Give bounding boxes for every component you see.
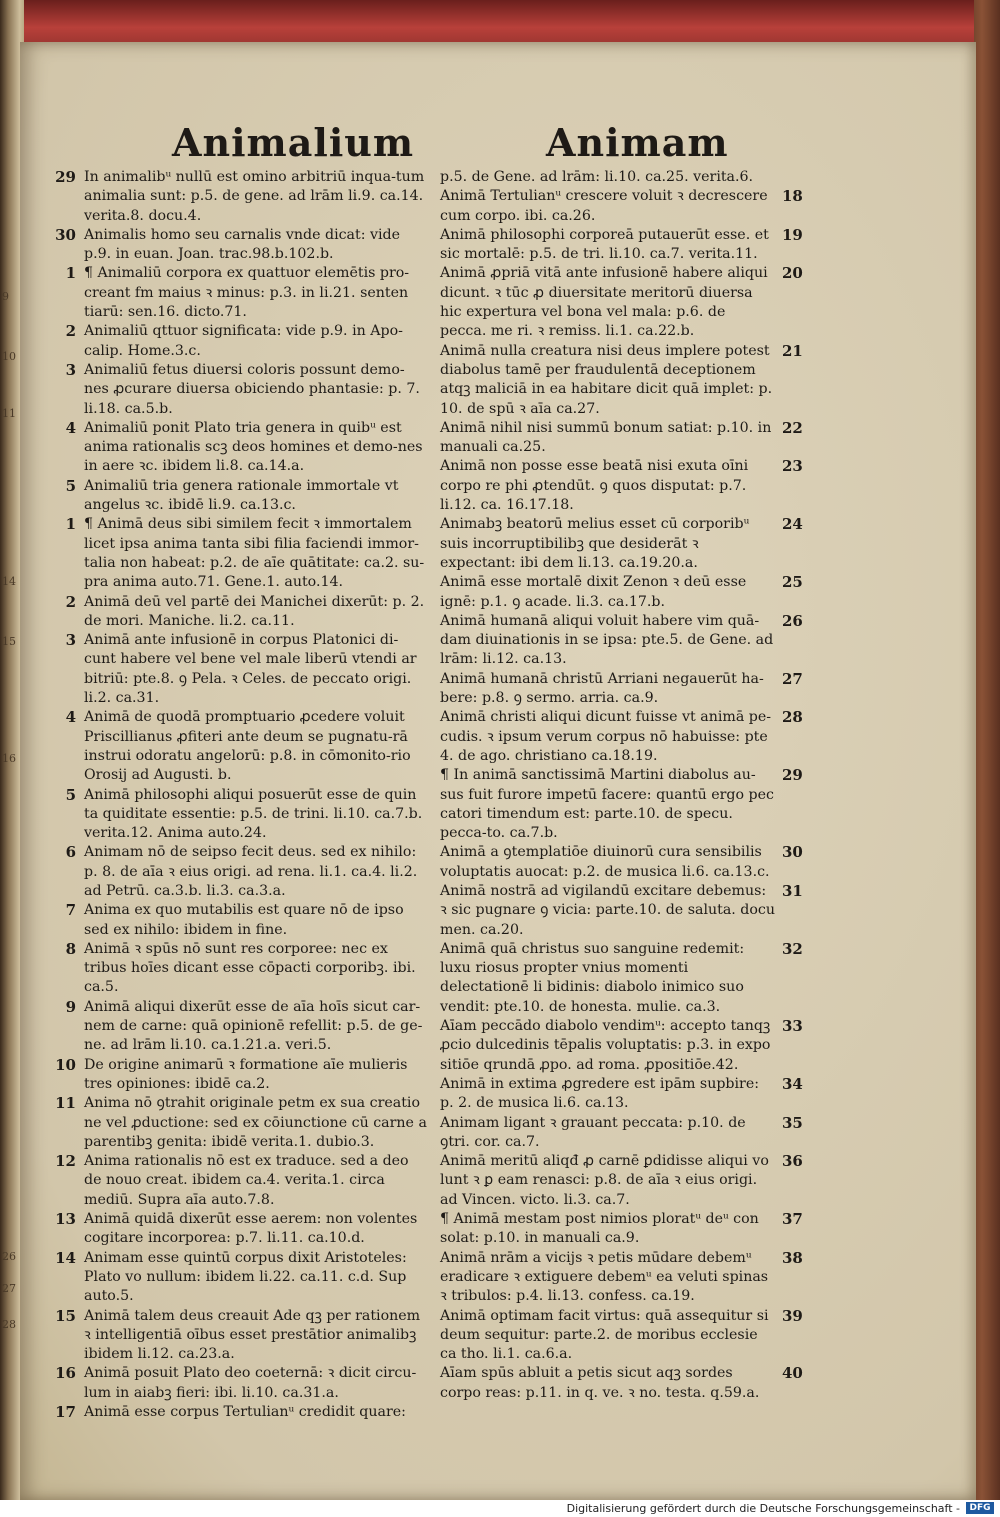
index-entry	[440, 1074, 803, 1114]
margin-mark: 11	[2, 407, 16, 420]
index-entry	[440, 843, 803, 882]
index-entry	[55, 1364, 428, 1403]
entry-text: Aīam peccādo diabolo vendimᵘ: accepto tanqꝫ ꝓcio dulcedinis tēpalis voluptatis: p.3. in expo sitiōe qrundā ꝓpo. ad roma. ꝓpositiōe.42.	[440, 1018, 771, 1073]
index-entry	[440, 766, 803, 843]
index-entry	[440, 168, 776, 187]
index-entry	[65, 264, 428, 322]
entry-text: Anima rationalis nō est ex traduce. sed a deo de nouo creat. ibidem ca.4. verita.1. circa mediū. Supra aīa auto.7.8.	[84, 1153, 409, 1208]
entry-text: Animā ꝛ spūs nō sunt res corporee: nec ex tribus hoīes dicant esse cōpacti corporibꝫ. ibi. ca.5.	[84, 940, 416, 996]
index-entry	[440, 515, 803, 573]
entry-number: 31	[782, 881, 803, 900]
index-entry	[65, 901, 428, 940]
index-entry	[440, 1248, 803, 1307]
entry-number: 4	[65, 418, 76, 437]
entry-text: Animā esse corpus Tertulianᵘ credidit quare:	[84, 1404, 406, 1420]
entry-text: Animā aliqui dixerūt esse de aīa hoīs sicut car-nem de carne: quā opinionē refellit: p.5. de ge-ne. ad lrām li.10. ca.1.21.a. veri.5.	[84, 998, 423, 1054]
index-entry	[440, 1152, 803, 1210]
entry-text: Animaliū ponit Plato tria genera in quibᵘ est anima rationalis scꝫ deos homines et demo-nes in aere ꝛc. ibidem li.8. ca.14.a.	[84, 419, 423, 475]
index-entry	[440, 939, 803, 1017]
entry-number: 33	[782, 1017, 803, 1036]
margin-mark: 27	[2, 1282, 16, 1295]
entry-text: Anima nō ꝯtrahit originale petm ex sua creatio ne vel ꝓductione: sed ex cōiunctione cū carne a parentibꝫ genita: ibidē verita.1. dubio.3.	[84, 1095, 427, 1150]
entry-number: 22	[782, 418, 803, 437]
entry-text: ¶ Animā mestam post nimios ploratᵘ deᵘ con solat: p.10. in manuali ca.9.	[440, 1211, 759, 1247]
index-entry	[65, 785, 428, 844]
entry-number: 7	[65, 901, 76, 920]
footer-credit: Digitalisierung gefördert durch die Deutsche Forschungsgemeinschaft -	[566, 1502, 960, 1515]
entry-text: Animā meritū aliqđ ꝓ carnē ꝑdidisse aliqui vo lunt ꝛ ꝑ eam renasci: p.8. de aīa ꝛ eius origi. ad Vincen. victo. li.3. ca.7.	[440, 1153, 769, 1208]
entry-text: Animā non posse esse beatā nisi exuta oīni corpo re phi ꝓtendūt. ꝯ quos disputat: p.7. li.12. ca. 16.17.18.	[440, 458, 749, 514]
entry-number: 3	[65, 360, 76, 379]
entry-text: Animā philosophi corporeā putauerūt esse. et sic mortalē: p.5. de tri. li.10. ca.7. verita.11.	[440, 226, 769, 263]
index-entry	[55, 1248, 428, 1307]
index-entry	[65, 939, 428, 998]
entry-number: 21	[782, 341, 803, 360]
entry-text: ¶ Animaliū corpora ex quattuor elemētis pro-creant fm maius ꝛ minus: p.3. in li.21. senten tiarū: sen.16. dicto.71.	[84, 265, 410, 321]
entry-number: 15	[55, 1306, 76, 1325]
index-entry	[65, 708, 428, 785]
entry-text: p.5. de Gene. ad lrām: li.10. ca.25. verita.6.	[440, 169, 754, 185]
entry-number: 30	[782, 843, 803, 862]
entry-text: Animā ante infusionē in corpus Platonici di-cunt habere vel bene vel male liberū vtendi ar bitriū: pte.8. ꝯ Pela. ꝛ Celes. de peccato origi. li.2. ca.31.	[84, 632, 417, 707]
entry-text: Anima ex quo mutabilis est quare nō de ipso sed ex nihilo: ibidem in fine.	[84, 902, 404, 938]
entry-number: 13	[55, 1210, 76, 1229]
index-entry	[65, 592, 428, 632]
margin-mark: 14	[2, 575, 16, 588]
entry-text: Animam nō de seipso fecit deus. sed ex nihilo: p. 8. de aīa ꝛ eius origi. ad rena. li.1. ca.4. li.2. ad Petrū. ca.3.b. li.3. ca.3.a.	[84, 844, 418, 899]
entry-text: Aīam spūs abluit a petis sicut aqꝫ sordes corpo reas: p.11. in q. ve. ꝛ no. testa. q.59.a.	[440, 1365, 760, 1401]
index-entry	[65, 843, 428, 901]
entry-number: 36	[782, 1152, 803, 1171]
index-entry	[55, 225, 428, 265]
entry-text: De origine animarū ꝛ formatione aīe mulieris tres opiniones: ibidē ca.2.	[84, 1056, 408, 1092]
entry-text: Animaliū tria genera rationale immortale vt angelus ꝛc. ibidē li.9. ca.13.c.	[84, 477, 399, 514]
entry-number: 9	[65, 997, 76, 1016]
entry-number: 16	[55, 1364, 76, 1383]
entry-number: 38	[782, 1248, 803, 1267]
index-entry	[440, 1306, 803, 1365]
entry-number: 25	[782, 573, 803, 592]
index-entry	[55, 1094, 428, 1152]
index-entry	[65, 997, 428, 1056]
entry-number: 3	[65, 631, 76, 650]
index-entry	[440, 225, 803, 265]
index-entry	[440, 418, 803, 458]
entry-text: ¶ Animā deus sibi similem fecit ꝛ immortalem licet ipsa anima tanta sibi filia faciendi immor-talia non habeat: p.2. de aīe quātitate: ca.2. su-pra anima auto.71. Gene.1. auto.14.	[84, 516, 425, 591]
entry-text: Animā esse mortalē dixit Zenon ꝛ deū esse ignē: p.1. ꝯ acade. li.3. ca.17.b.	[440, 574, 747, 610]
index-entry	[440, 881, 803, 940]
margin-mark: 9	[2, 290, 9, 303]
entry-text: Animā humanā aliqui voluit habere vim quā-dam diuinationis in se ipsa: pte.5. de Gene. ad lrām: li.12. ca.13.	[440, 612, 774, 668]
entry-number: 17	[55, 1403, 76, 1421]
entry-text: Animam esse quintū corpus dixit Aristoteles: Plato vo nullum: ibidem li.22. ca.11. c.d. Sup auto.5.	[84, 1249, 407, 1305]
entry-text: Animā in extima ꝓgredere est ipām supbire: p. 2. de musica li.6. ca.13.	[440, 1075, 760, 1112]
entry-text: Animaliū qttuor significata: vide p.9. in Apo-calip. Home.3.c.	[84, 323, 403, 359]
left-column	[55, 168, 428, 1422]
entry-text: Animā quidā dixerūt esse aerem: non volentes cogitare incorporea: p.7. li.11. ca.10.d.	[84, 1211, 418, 1247]
entry-text: Animā nihil nisi summū bonum satiat: p.10. in manuali ca.25.	[440, 419, 772, 456]
entry-number: 6	[65, 843, 76, 862]
index-entry	[65, 476, 428, 516]
index-entry	[55, 168, 428, 226]
entry-number: 28	[782, 708, 803, 727]
margin-mark: 26	[2, 1250, 16, 1263]
entry-text: Animā de quodā promptuario ꝓcedere voluit Priscillianus ꝓfiteri ante deum se pugnatu-rā instrui odoratu angelorū: p.8. in cōmonito-rio Orosij ad Augusti. b.	[84, 709, 411, 784]
entry-text: Animā Tertulianᵘ crescere voluit ꝛ decrescere cum corpo. ibi. ca.26.	[440, 188, 768, 224]
entry-text: Animalis homo seu carnalis vnde dicat: vide p.9. in euan. Joan. trac.98.b.102.b.	[84, 226, 401, 263]
entry-number: 18	[782, 187, 803, 206]
index-entry	[440, 708, 803, 766]
index-entry	[440, 573, 803, 612]
entry-text: Animā nulla creatura nisi deus implere potest diabolus tamē per fraudulentā deceptionem atqꝫ maliciā in ea habitare dicit quā implet: p. 10. de spū ꝛ aīa ca.27.	[440, 342, 773, 417]
dfg-logo: DFG	[966, 1502, 994, 1514]
index-entry	[440, 457, 803, 515]
entry-text: Animaliū fetus diuersi coloris possunt demo-nes ꝓcurare diuersa obiciendo phantasie: p. 7. li.18. ca.5.b.	[84, 361, 420, 417]
index-entry	[440, 1364, 803, 1403]
red-page-edge	[24, 0, 974, 46]
entry-number: 40	[782, 1364, 803, 1383]
entry-text: ¶ In animā sanctissimā Martini diabolus au-sus fuit furore impetū facere: quantū ergo pec catori timendum est: parte.10. de specu. pecca-to. ca.7.b.	[440, 767, 774, 842]
index-entry	[65, 631, 428, 708]
index-entry	[440, 341, 803, 419]
index-entry	[440, 611, 803, 670]
index-entry	[55, 1055, 428, 1095]
entry-number: 37	[782, 1210, 803, 1229]
entry-number: 34	[782, 1074, 803, 1093]
entry-number: 20	[782, 264, 803, 283]
entry-text: Animā ꝓpriā vitā ante infusionē habere aliqui dicunt. ꝛ tūc ꝓ diuersitate meritorū diuersa hic expertura vel bona vel mala: p.6. de pecca. me ri. ꝛ remiss. li.1. ca.22.b.	[440, 265, 768, 340]
entry-number: 4	[65, 708, 76, 727]
entry-number: 10	[55, 1055, 76, 1074]
index-entry	[440, 669, 803, 709]
index-entry	[55, 1306, 428, 1365]
entry-number: 29	[55, 168, 76, 186]
entry-number: 35	[782, 1113, 803, 1132]
entry-number: 27	[782, 669, 803, 688]
entry-text: Animā humanā christū Arriani negauerūt ha-bere: p.8. ꝯ sermo. arria. ca.9.	[440, 670, 764, 707]
entry-number: 14	[55, 1248, 76, 1267]
entry-text: Animā christi aliqui dicunt fuisse vt animā pe-cudis. ꝛ ipsum verum corpus nō habuisse: pte 4. de ago. christiano ca.18.19.	[440, 709, 772, 764]
index-entry	[440, 1210, 803, 1249]
entry-number: 19	[782, 225, 803, 244]
right-column	[440, 168, 803, 1403]
index-entry	[65, 418, 428, 477]
entry-number: 2	[65, 322, 76, 341]
entry-number: 39	[782, 1306, 803, 1325]
entry-number: 24	[782, 515, 803, 534]
index-entry	[65, 322, 428, 361]
entry-number: 5	[65, 785, 76, 804]
entry-text: Animā quā christus suo sanguine redemit: luxu riosus propter vnius momenti delectationē li bidinis: diabolo inimico suo vendit: pte.10. de honesta. mulie. ca.3.	[440, 940, 745, 1015]
index-entry	[440, 264, 803, 341]
entry-text: In animalibᵘ nullū est omino arbitriū inqua-tum animalia sunt: p.5. de gene. ad lrām li.9. ca.14. verita.8. docu.4.	[84, 169, 425, 224]
entry-number: 1	[65, 515, 76, 534]
entry-number: 29	[782, 766, 803, 785]
running-header-right: Animam	[546, 120, 729, 165]
entry-text: Animabꝫ beatorū melius esset cū corporibᵘ suis incorruptibilibꝫ que desiderāt ꝛ expectant: ibi dem li.13. ca.19.20.a.	[440, 516, 750, 571]
entry-number: 1	[65, 264, 76, 283]
entry-text: Animā deū vel partē dei Manichei dixerūt: p. 2. de mori. Maniche. li.2. ca.11.	[84, 593, 425, 629]
entry-number: 32	[782, 939, 803, 958]
entry-text: Animā posuit Plato deo coeternā: ꝛ dicit circu-lum in aiabꝫ fieri: ibi. li.10. ca.31.a.	[84, 1365, 417, 1401]
index-entry	[55, 1152, 428, 1210]
margin-mark: 15	[2, 635, 16, 648]
index-entry	[440, 1017, 803, 1075]
entry-text: Animā a ꝯtemplatiōe diuinorū cura sensibilis voluptatis auocat: p.2. de musica li.6. ca.13.c.	[440, 844, 770, 880]
index-entry	[440, 187, 803, 226]
index-entry	[440, 1113, 803, 1153]
running-header-left: Animalium	[172, 120, 415, 165]
index-entry	[55, 1210, 428, 1249]
entry-number: 2	[65, 592, 76, 611]
index-entry	[65, 515, 428, 592]
entry-number: 12	[55, 1152, 76, 1171]
entry-text: Animā talem deus creauit Ade qꝫ per rationem ꝛ intelligentiā oībus esset prestātior animalibꝫ ibidem li.12. ca.23.a.	[84, 1307, 421, 1363]
entry-text: Animā optimam facit virtus: quā assequitur si deum sequitur: parte.2. de moribus ecclesie ca tho. li.1. ca.6.a.	[440, 1307, 769, 1363]
margin-mark: 28	[2, 1318, 16, 1331]
entry-text: Animā nrām a vicijs ꝛ petis mūdare debemᵘ eradicare ꝛ extiguere debemᵘ ea veluti spinas ꝛ tribulos: p.4. li.13. confess. ca.19.	[440, 1249, 769, 1305]
entry-text: Animā nostrā ad vigilandū excitare debemus: ꝛ sic pugnare ꝯ vicia: parte.10. de saluta. docu men. ca.20.	[440, 882, 776, 938]
margin-mark: 16	[2, 752, 16, 765]
entry-number: 5	[65, 476, 76, 495]
entry-text: Animam ligant ꝛ grauant peccata: p.10. de ꝯtri. cor. ca.7.	[440, 1114, 746, 1150]
entry-number: 30	[55, 225, 76, 244]
entry-number: 26	[782, 611, 803, 630]
index-entry	[65, 360, 428, 419]
entry-text: Animā philosophi aliqui posuerūt esse de quin ta quiditate essentie: p.5. de trini. li.10. ca.7.b. verita.12. Anima auto.24.	[84, 786, 423, 842]
entry-number: 8	[65, 939, 76, 958]
index-entry	[55, 1403, 428, 1422]
entry-number: 11	[55, 1094, 76, 1113]
entry-number: 23	[782, 457, 803, 476]
margin-mark: 10	[2, 350, 16, 363]
